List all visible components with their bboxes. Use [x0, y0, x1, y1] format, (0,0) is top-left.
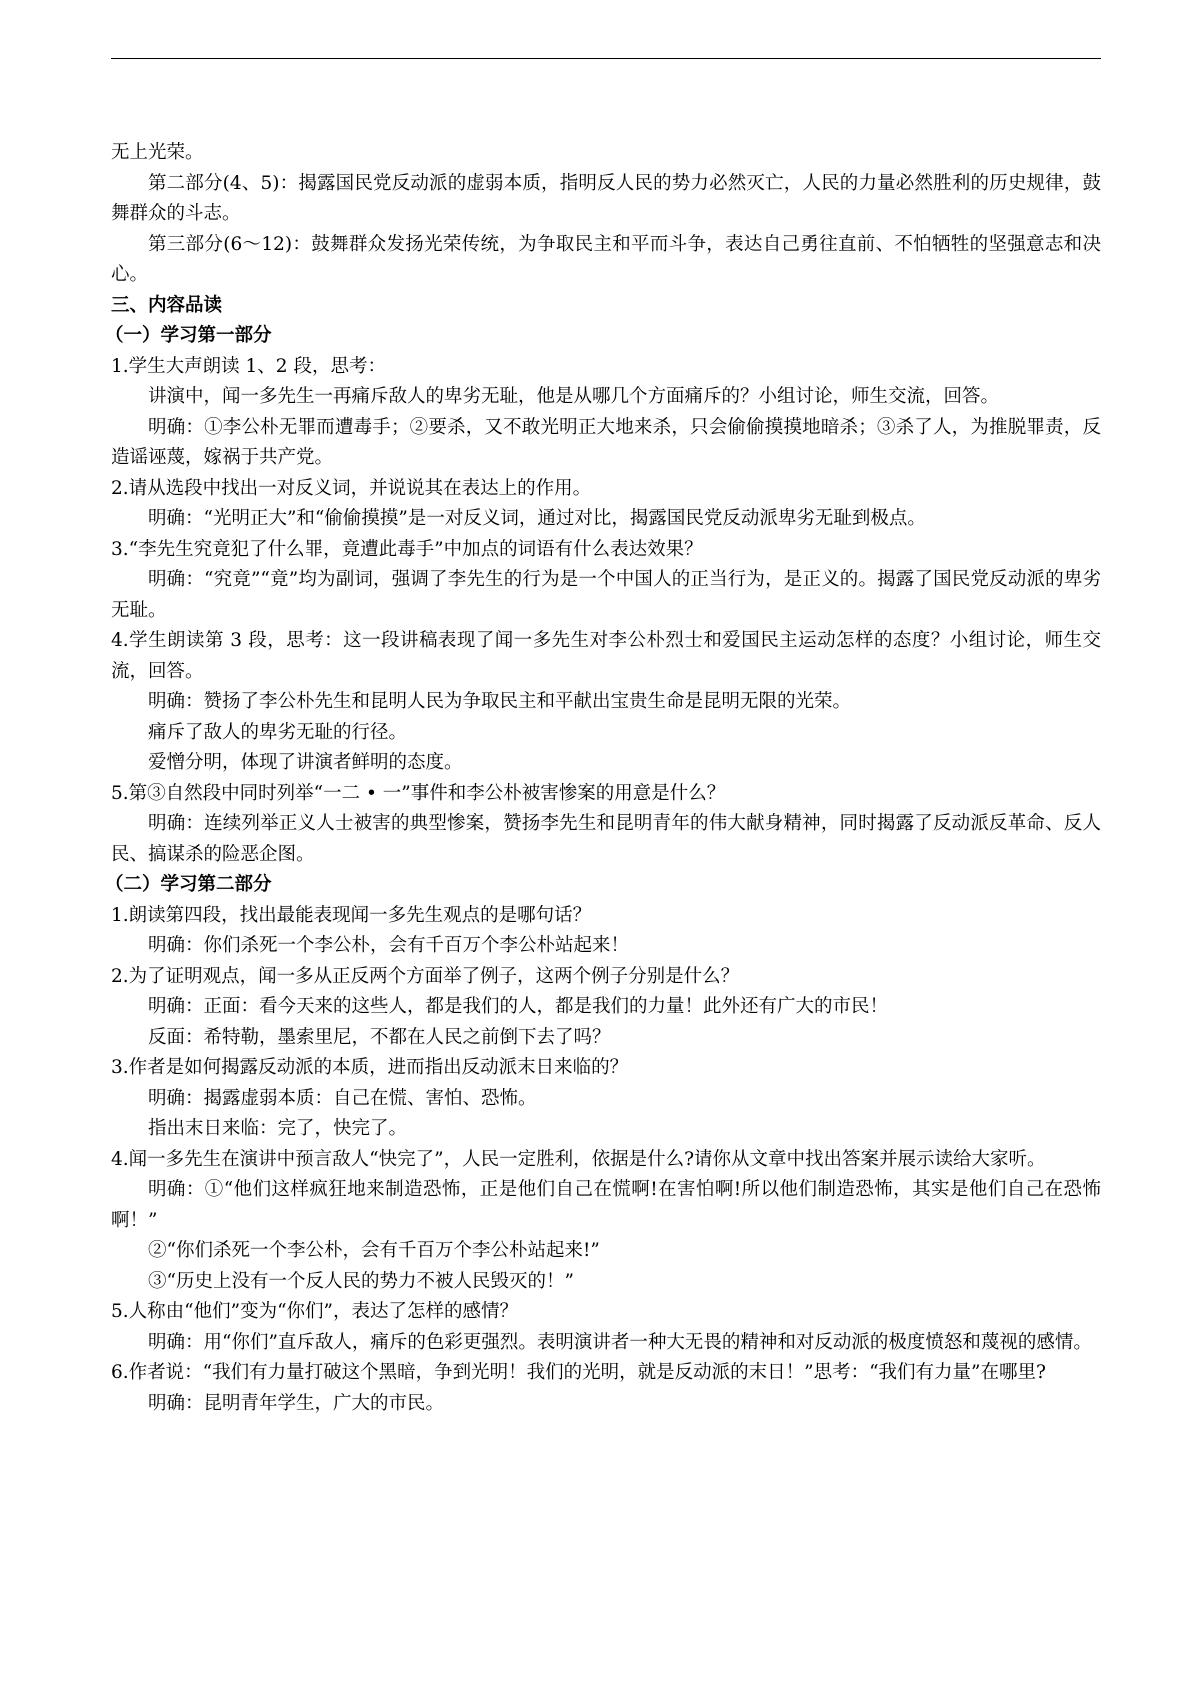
- answer: 明确：你们杀死一个李公朴，会有千百万个李公朴站起来！: [148, 935, 630, 956]
- question: 3.作者是如何揭露反动派的本质，进而指出反动派末日来临的？: [111, 1057, 629, 1078]
- paragraph: 讲演中，闻一多先生一再痛斥敌人的卑劣无耻，他是从哪几个方面痛斥的？小组讨论，师生交流，回答。: [148, 386, 1000, 407]
- answer: 痛斥了敌人的卑劣无耻的行径。: [148, 721, 408, 743]
- answer: 明确：连续列举正义人士被害的典型惨案，赞扬李先生和昆明青年的伟大献身精神，同时揭露了反动派反革命、反人民、搞谋杀的险恶企图。: [111, 813, 1101, 865]
- question: 5.第③自然段中同时列举“一二 • 一”事件和李公朴被害惨案的用意是什么？: [111, 782, 726, 804]
- answer: 明确：赞扬了李公朴先生和昆明人民为争取民主和平献出宝贵生命是昆明无限的光荣。: [148, 691, 852, 712]
- answer: 明确：昆明青年学生，广大的市民。: [148, 1392, 445, 1414]
- document-body: [105, 138, 1101, 1419]
- question: 6.作者说：“我们有力量打破这个黑暗，争到光明！我们的光明，就是反动派的末日！”思考：“我们有力量”在哪里?: [111, 1362, 1046, 1383]
- answer: ③“历史上没有一个反人民的势力不被人民毁灭的！”: [148, 1270, 574, 1292]
- question: 2.请从选段中找出一对反义词，并说说其在表达上的作用。: [111, 477, 592, 499]
- answer: 爱憎分明，体现了讲演者鲜明的态度。: [148, 752, 463, 773]
- answer: ②“你们杀死一个李公朴，会有千百万个李公朴站起来!”: [148, 1240, 600, 1261]
- answer: 明确：①李公朴无罪而遭毒手；②要杀，又不敢光明正大地来杀，只会偷偷摸摸地暗杀；③杀了人，为推脱罪责，反造谣诬蔑，嫁祸于共产党。: [111, 416, 1101, 468]
- answer: 明确：①“他们这样疯狂地来制造恐怖，正是他们自己在慌啊!在害怕啊!所以他们制造恐怖，其实是他们自己在恐怖啊！”: [111, 1179, 1101, 1231]
- answer: 明确：“光明正大”和“偷偷摸摸”是一对反义词，通过对比，揭露国民党反动派卑劣无耻到极点。: [148, 508, 926, 529]
- paragraph: 无上光荣。: [111, 142, 204, 163]
- question: 3.“李先生究竟犯了什么罪，竟遭此毒手”中加点的词语有什么表达效果？: [111, 538, 703, 560]
- question: 5.人称由“他们”变为“你们”，表达了怎样的感情？: [111, 1301, 518, 1322]
- answer: 明确：正面：看今天来的这些人，都是我们的人，都是我们的力量！此外还有广大的市民！: [148, 996, 889, 1017]
- answer: 明确：揭露虚弱本质：自己在慌、害怕、恐怖。: [148, 1087, 537, 1109]
- header-rule: [111, 58, 1101, 59]
- question: 4.学生朗读第 3 段，思考：这一段讲稿表现了闻一多先生对李公朴烈士和爱国民主运动怎样的态度？小组讨论，师生交流，回答。: [111, 630, 1101, 682]
- answer: 反面：希特勒，墨索里尼，不都在人民之前倒下去了吗？: [148, 1026, 611, 1048]
- question: 1.朗读第四段，找出最能表现闻一多先生观点的是哪句话？: [111, 904, 592, 926]
- answer: 明确：“究竟”“竟”均为副词，强调了李先生的行为是一个中国人的正当行为，是正义的。揭露了国民党反动派的卑劣无耻。: [111, 569, 1101, 621]
- subsection-heading: （一）学习第一部分: [105, 325, 272, 346]
- paragraph: 第三部分(6～12)：鼓舞群众发扬光荣传统，为争取民主和平而斗争，表达自己勇往直前、不怕牺牲的坚强意志和决心。: [111, 233, 1101, 285]
- question: 2.为了证明观点，闻一多从正反两个方面举了例子，这两个例子分别是什么？: [111, 965, 740, 987]
- paragraph: 第二部分(4、5)：揭露国民党反动派的虚弱本质，指明反人民的势力必然灭亡，人民的力量必然胜利的历史规律，鼓舞群众的斗志。: [111, 172, 1101, 224]
- section-heading: 三、内容品读: [111, 294, 223, 316]
- question: 4.闻一多先生在演讲中预言敌人“快完了”，人民一定胜利，依据是什么?请你从文章中找出答案并展示读给大家听。: [111, 1148, 1046, 1170]
- answer: 指出末日来临：完了，快完了。: [148, 1118, 408, 1139]
- subsection-heading: （二）学习第二部分: [105, 874, 272, 895]
- question: 1.学生大声朗读 1、2 段，思考：: [111, 355, 386, 377]
- answer: 明确：用“你们”直斥敌人，痛斥的色彩更强烈。表明演讲者一种大无畏的精神和对反动派的极度愤怒和蔑视的感情。: [148, 1331, 1092, 1353]
